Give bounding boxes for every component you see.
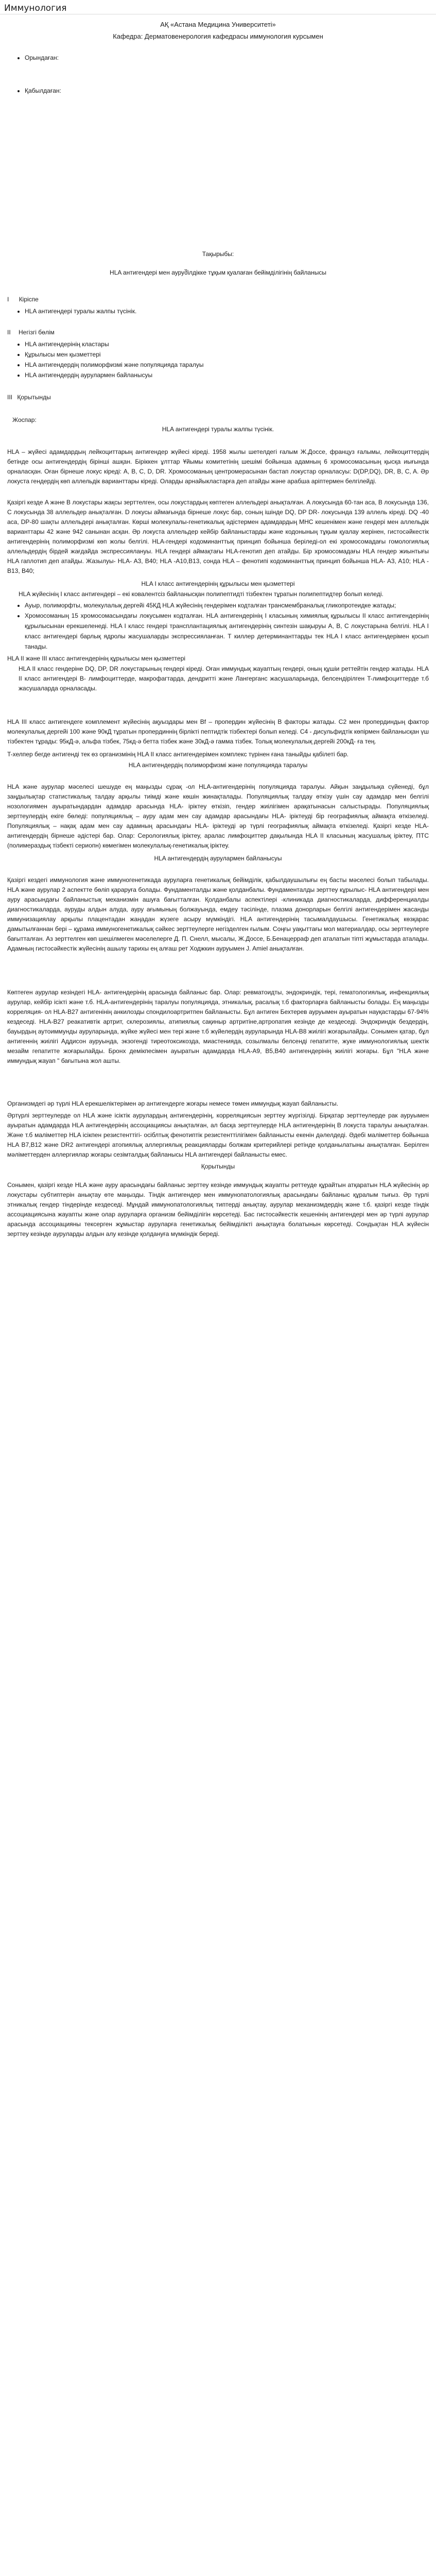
cover-fields-2: [7, 86, 429, 96]
polymorphism-title: HLA антигендердің полиморфизмі және популяцияда таралуы: [128, 761, 308, 769]
class1-list: [7, 600, 429, 652]
title-bar: [0, 0, 436, 14]
class1-intro: HLA жүйесінің I класс антигендері – екі ковалентсіз байланысқан полипептидті тізбектен тұратын полипептидтер болып келеді.: [19, 590, 383, 598]
toc-intro-label: Кіріспе: [19, 296, 39, 303]
class1-item: • Хромосоманың 15 хромосомасындағы локусымен кодталған. HLA антигендерінің I класының химиялық құрылысы II класс антигендерінің құрылысынан ерекшеленеді. HLA I класс гендері трансплантациялық антигендерінің синтезін шақыруы A, B, C локустарына белгілі. HLA I класс антигендері барлық ядролы жасушаларды экспрессияланған. Т киллер детерминанттарды тек HLA I класс антигендерімен қосып танады.: [25, 611, 429, 652]
toc-main-item: • Құрылысы мен қызметтері: [25, 349, 429, 360]
plan-label: Жоспар:: [12, 416, 37, 423]
toc-intro: [7, 296, 429, 303]
diseases-paragraph-2: Көптеген аурулар кезіндегі HLA- антигендерінің арасында байланыс бар. Олар: ревматоидты, эндокриндік, тері, гематологиялық, инфекциялық аурулар, кейбір ісікті және т.б. HLA-антигендерінің таралуы популяцияда, этникалық, расалық т.б факторларға байланысты болады. Ең маңызды корреляция- ол HLA-B27 антигенінің анкилозды спондилоартритпен байланысты. Бұл антиген Бехтерев ауруымен ауыратын науқастарды 67-94% кездеседі. HLA-B27 реакативтік артрит, склерозиялы, атипиялық сақиныр артритіне,артропатия кезінде де кездеседі. Эндокриндік бездердің, бауырдың аутоиммунды ауруларында, жүйке жүйесі мен тері және т.б жүйелердің ауруларында HLA-B8 жиілігі жоғарылайды. Сонымен қатар, бұл антигеннің жиілігі Аддисон ауруында, экзогенді тиреотоксикозда, миастенияда, созылмалы белсенді гепатитте, жуке иммунологиялық шектік мезайм гепатитте жоғарылайды. Бронх демікпесімен ауыратын адамдарда HLA-A9, B5,B40 антигендерінің жиілігі жоғары. Бұл "HLA және иммундық жауап " бағытына жол ашты.: [7, 989, 429, 1064]
toc-main-item: • HLA антигендердің аурулармен байланысуы: [25, 370, 429, 380]
plan-heading: HLA антигендері туралы жалпы түсінік.: [162, 426, 274, 433]
toc-main-num: II: [7, 329, 11, 336]
class1-title: HLA I класс антигендерінің құрылысы мен қызметтері: [141, 580, 295, 587]
app-title: Иммунология: [4, 3, 67, 13]
toc-concl-num: III: [7, 394, 13, 401]
department-name: Кафедра: Дерматовенерология кафедрасы иммунология курсымен: [113, 32, 323, 40]
disease-title: HLA антигендердің аурулармен байланысуы: [154, 855, 282, 862]
organism-paragraph: Организмдегі әр түрлі HLA ерекшеліктерімен әр антигендерге жоғары немесе төмен иммундық жауап байланысты.: [7, 1100, 339, 1107]
toc-concl-label: Қорытынды: [17, 394, 51, 401]
toc-main: [7, 329, 429, 336]
toc-intro-num: I: [7, 296, 9, 303]
intro-paragraph: HLA – жүйесі адамдардың лейкоциттарың антигендер жүйесі кіреді. 1958 жылы шетелдегі ғалым Ж.Доссе, француз ғалымы, лейкоциттердің бетінде осы антигендердің бірінші ашқан. Біріккен ұлттар Ұйымы комитетінің шешімі бойынша адамның 6 хромосомасының қысқа иығында орналасқан. Оған бірнеше локус кіреді: A, B, C, D, DR. Хромосоманың центромерасынан бастап локустар орналасуы: D(DP,DQ), DR, B, C, A. Әр локуста гендердің көп аллельдік варианттары кіреді. Оларды арнайыкластарға деп атайды және арабша аріптермен белгілейді.: [7, 448, 429, 485]
toc-main-label: Негізгі бөлім: [19, 329, 55, 336]
topic-title: HLA антигендері мен ауруშiлдікке тұқым қуалаған бейімділігінің байланысы: [110, 269, 326, 276]
conclusion-paragraph: Сонымен, қазіргі кезде HLA және ауру арасындағы байланыс зерттеу кезінде иммундық жауапты реттеуде құрайтын атқаратын HLA жүйесінің әр локустары субтиптерін анықтау өте маңызды. Тіндік антигендер мен иммунопатологиялық арасындағы байланыс құралым тығыз. Әр түрлі этникалық гендер тіндерінде кездеседі. Мұндай иммунопатологиялық типтерді анықтау, аурулар механизмдердің және т.б. қазіргі кезде тіндік ассоциациясына жауапты және олар ауруларға организм бейімділігін көрсетеді. Бас гистосәйкестік кешенінің антигендері мен әр түрлі аурулар арасында ассоциацияны тексерген жұмыстар ауруларға генетикалық бейімділікті анықтауға болатынын көрсетеді. Сондықтан HLA жүйесін зерттеу кезінде ауруларды алдын алу кезінде қолдануға мүмкіндік береді.: [7, 1181, 429, 1238]
class2-title: HLA II және III класс антигендерінің құрылысы мен қызметтері: [7, 655, 186, 662]
cover-fields: [7, 53, 429, 63]
document-body: [0, 21, 436, 1239]
loci-paragraph: Қазіргі кезде A және B локустары жақсы зерттелген, осы локустардың көптеген аллельдері анықталған. A локусында 60-тан аса, B локусында 136, C локусында 38 аллельдер анықталған. D локусы аймағында бірнеше локус бар, соның ішінде DQ, DP DR- локусында 139 аллель кіреді. DQ -40 аса, DP-80 шақты аллельдері анықталған. Көрші молекулалы-генетикалық әдістермен адамдардың МНС кешенімен және гендері мен аллельдік варианттары 42 және 942 санынан асқан. Әр локуста аллельдер кейбір байланыстарды және кодонының тұқым қуалау жерінен, гистосәйкестік антигендерінің полиморфизмі көп жолы белгілі. HLA-гендері кодоминанттық принцип бойынша беріледі-ол екі хромосомадағы гомологиялық аллельдердің бірдей жағдайда экспрессиялануы. HLA гендері аймақтағы HLA-генотип деп атайды. Бір хромосомадағы HLA гендер жиынтығы HLA гаплотип деп атайды. Жазылуы- HLA- A3, B40; HLA -A10,B13, сонда HLA – фенотипі кодоминанттық принцип бойынша HLA- A3, A10; HLA -B13, B40;: [7, 499, 429, 574]
topic-label: Тақырыбы:: [202, 250, 234, 258]
class1-item: • Ауыр, полиморфты, молекулалық дергейі 45КД HLA жүйесінің гендерімен кодталған трансмембраналық гликопротеидке жатады;: [25, 600, 429, 611]
toc-intro-list: [7, 306, 429, 316]
toc-main-item: • HLA антигендерінің кластары: [25, 339, 429, 349]
toc-main-list: [7, 339, 429, 380]
disease-paragraph: Қазіргі кездегі иммунология және иммуногенетикада ауруларға генетикалық бейімділік, қабылдаушылығы ең басты мәселесі болып табылады. HLA және аурулар 2 аспектте бөліп қараруға болады. Фундаменталды және қолданбалы. Фундаменталды зерттеу кұрылыс- HLA антигендері мен ауру арасындағы байланыстық механизмін ашуға бағытталған. Қолданбалы аспектілері -клиникада диагностикаларда, дифференциалды диагностикаларда, ауруды алдын алуда, ауру ағымының болжауында, емдеу тәсілінде, плазма донорларын белгілі антигендерімен жасанды иммунизациялау арқылы плацентадан жаңадан жүзеге асыру мүмкіндігі. HLA антигендерінің тасымалдаушысы. Генетикалық көзқарас дамытылғаннан бері – құрама иммуногенетикалық сәйкес зерттеулерге негізделген ғылым. Соңғы уақыттағы мол материалдар, осы зерттеулерге бағытталған. Аз зерттелген көп шешілмеген мәселелерге Д. П. Снелл, мысалы, Ж.Доссе, Б.Бенацерраф деп аталатын тіпті жұмыстарда аталады. Адамның гистосәйкестік жүйесінің ашылу тарихы ең алғаш рет Ходжкин ауруымен J. Amiel анықталған.: [7, 876, 429, 952]
performer-field: • Орындаған:: [25, 53, 429, 63]
university-name: АҚ «Астана Медицина Университеті»: [160, 21, 276, 28]
toc-conclusion: [7, 394, 429, 401]
reviewer-field: • Қабылдаған:: [25, 86, 429, 96]
class3-paragraph: HLA III класс антигендеге комплемент жүйесінің ақуыздары мен Bf – пропердин жүйесінің B факторы жатады. C2 мен пропердиндың фактор молекулалық дергейі 100 және 90кД тұратын пропердиннің бірлікті пептидтік тізбектері болып келеді. C4 - дисульфидтік көпірмен байланысқан үш тізбектен тұрады: 95кД-ә, альфа тізбек, 75кд-ә бетта тізбек және 30кД-ә гамма тізбек. Толық молекулалық дергейі 200кД- ға тең.: [7, 718, 429, 745]
conclusion-title: Қорытынды: [201, 1163, 235, 1170]
toc-main-item: • HLA антигендердің полиморфизмі және популяцияда таралуы: [25, 360, 429, 370]
polymorphism-paragraph: HLA және аурулар мәселесі шешуде ең маңызды сұрақ -ол HLA-антигендерінің популяцияда таралуы. Айқын заңдылықа сүйенеді, бұл заңдылықтар статистикалық талдау арқылы тиімді және көшін жинақталады. Популяциялық талдау өткізу үшін сау адамдар мен белгілі нозологиямен ауыратындардан адамдар арасында HLA- іріктеу өткізіп, гендер жиілігімен арақатынасын салыстырады. Популяциялық зерттеулердің екіге бөледі: популяциялық – ауру адам мен сау адамдар арасындағы HLA- іріктеуді бір географиялық аймақта өткізеледі. Популяциялық – нақақ адам мен сау адамның арасындағы HLA- іріктеуді әр түрлі географиялық аймақта өткізеледі. Қазіргі кезде HLA- антигендердің бірнеше әдістері бар. Олар: Серологиялық іріктеу, аралас лимфоциттер дақылында HLA II класының жасушалық іріктеу, ПТС (полимераздық тізбекті сериопн) көмегімен молекулалық-генетикалық іріктеу.: [7, 783, 429, 849]
toc-intro-item: • HLA антигендері туралы жалпы түсінік.: [25, 306, 429, 316]
research-paragraph: Әртүрлі зерттеулерде ол HLA және ісіктік аурулардың антигендерінің, корреляциясын зерттеу жүргізілді. Бірқатар зерттеулерде рак ауруымен ауыратын адамдарда HLA антигендерінің ассоциациясы анықталған, ал басқа зерттеулерде HLA антигендерінің B локуста таралуы анықталған. Және т.б маліметтер HLA ісікпен резистенттігі- осіблтық фенотиптік резистенттілігімен байланысты екенін дәлелдеді. Әдебі маліметтер бойынша HLA B7,B12 және DR2 антигендері атопиялық аллергиялық реакцияларды болжам критерийлері ретінде қолданылатыны анықталған. Берілген мәліметтерден аллергиялар жоғары сезімталдық байланысы HLA антигендері байланысты емес.: [7, 1112, 429, 1158]
tcell-paragraph: T-хелпер бегде антигенді тек өз организмінің HLA II класс антигендерімен комплекс түрінен ғана таныйды қабілеті бар.: [7, 751, 349, 758]
class2-paragraph: HLA II класс гендеріне DQ, DP, DR локустарының гендері кіреді. Оған иммундық жауаптың гендері, оның құшіи реттейтін гендер жатады. HLA II класс антигендері B- лимфоциттерде, макрофагтарда, дендритті және Лангерганс жасушаларында, белсендірілген T-лимфоциттерде т.б жасушаларда орналасады.: [19, 665, 429, 692]
